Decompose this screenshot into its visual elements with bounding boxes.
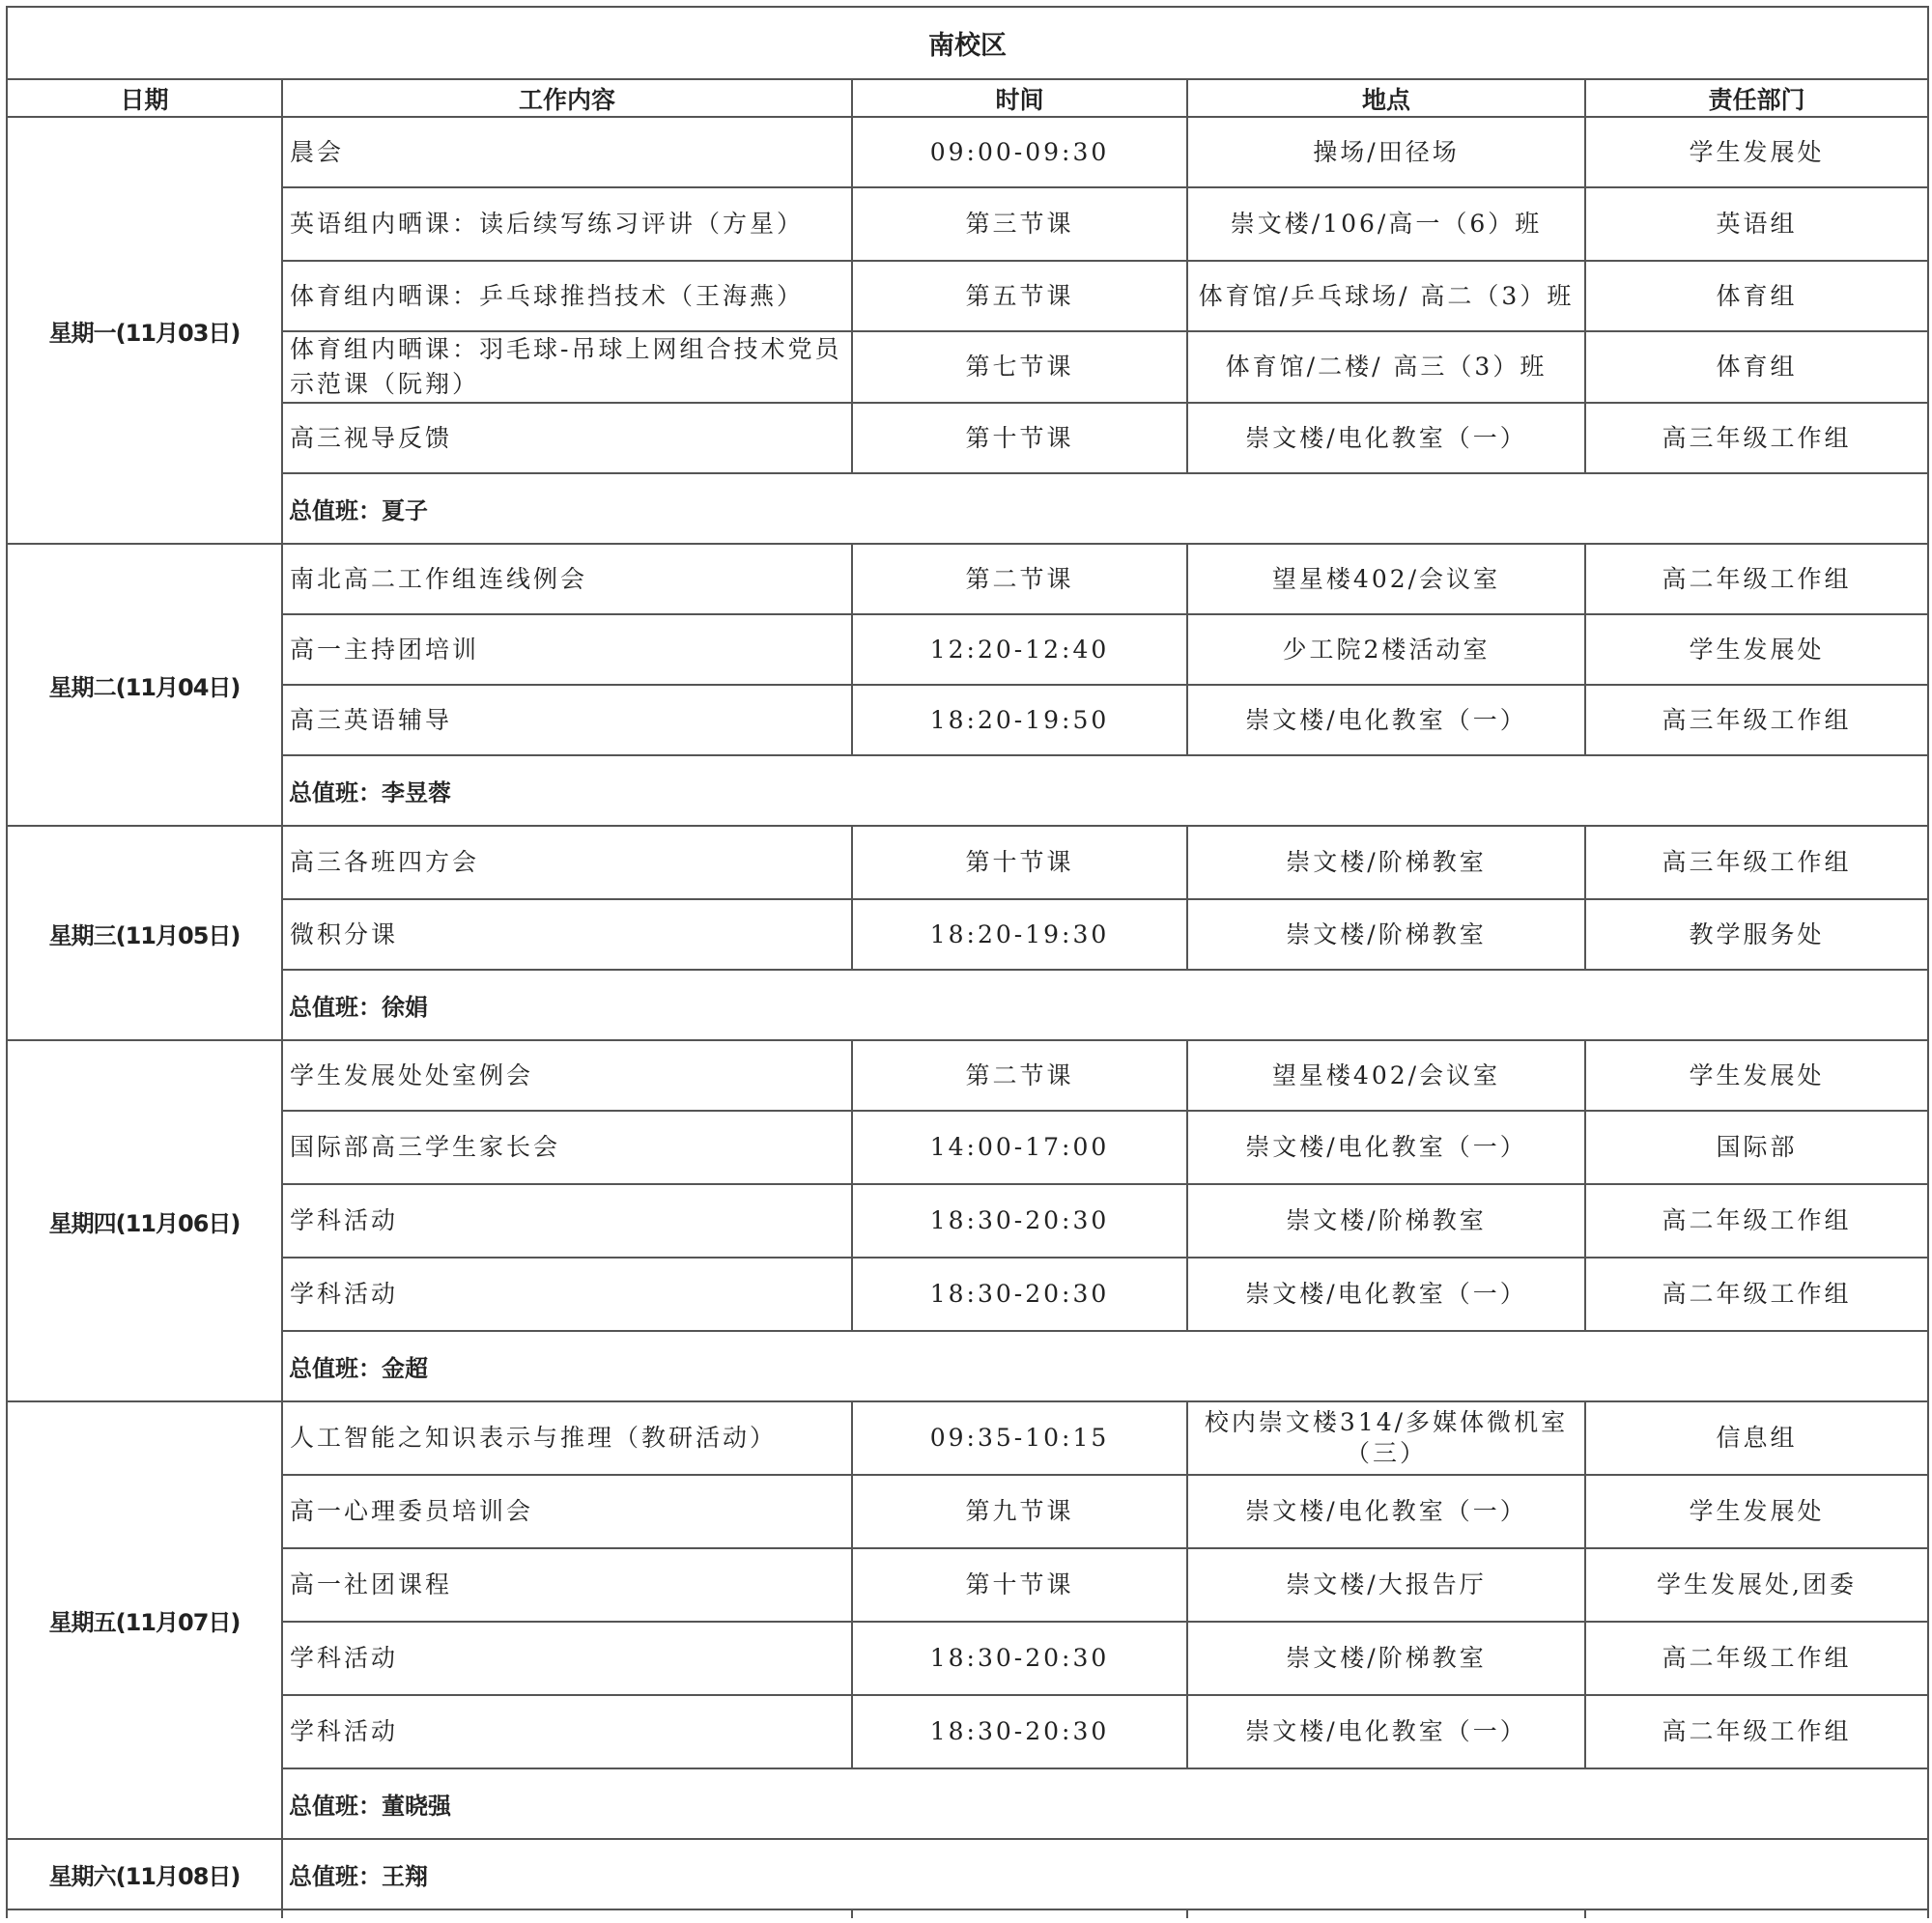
- work-cell: 学科活动: [282, 1695, 852, 1768]
- date-cell-saturday: 星期六(11月08日): [7, 1839, 282, 1909]
- dept-cell: 高三年级工作组: [1585, 826, 1928, 899]
- time-cell: 18:30-20:30: [852, 1622, 1187, 1695]
- place-cell: 望星楼402/会议室: [1187, 1040, 1585, 1111]
- schedule-table: [6, 6, 1929, 1918]
- place-cell: 崇文楼/106/高一（6）班: [1187, 187, 1585, 261]
- time-cell: 第二节课: [852, 544, 1187, 614]
- table-row: [7, 1184, 1928, 1258]
- work-cell: 体育组内晒课：羽毛球-吊球上网组合技术党员示范课（阮翔）: [282, 331, 852, 403]
- time-cell: 第七节课: [852, 331, 1187, 403]
- header-work: 工作内容: [282, 79, 852, 117]
- table-row: [7, 1475, 1928, 1548]
- dept-cell: 教学服务处: [1585, 899, 1928, 970]
- dept-cell: 英语组: [1585, 187, 1928, 261]
- place-cell: 崇文楼/阶梯教室: [1187, 826, 1585, 899]
- time-cell: 12:20-12:40: [852, 614, 1187, 685]
- table-row: [7, 187, 1928, 261]
- place-cell: 崇文楼/阶梯教室: [1187, 1184, 1585, 1258]
- header-date: 日期: [7, 79, 282, 117]
- time-cell: 18:30-20:30: [852, 1258, 1187, 1331]
- table-row: [7, 1695, 1928, 1768]
- place-cell: 崇文楼/电化教室（一）: [1187, 1258, 1585, 1331]
- place-cell: 崇文楼/电化教室（一）: [1187, 1695, 1585, 1768]
- time-cell: 第九节课: [852, 1475, 1187, 1548]
- dept-cell: 学生发展处,团委: [1585, 1548, 1928, 1622]
- duty-officer: 总值班：夏子: [282, 473, 1928, 544]
- dept-cell: 学生发展处: [1585, 614, 1928, 685]
- dept-cell: 信息组: [1585, 1401, 1928, 1475]
- place-cell: 崇文楼/电化教室（一）: [1187, 685, 1585, 755]
- time-cell: 18:20-19:30: [852, 899, 1187, 970]
- dept-cell: 高二年级工作组: [1585, 544, 1928, 614]
- place-cell: 操场/田径场: [1187, 117, 1585, 187]
- table-row: [7, 1839, 1928, 1909]
- header-dept: 责任部门: [1585, 79, 1928, 117]
- date-cell-friday: 星期五(11月07日): [7, 1401, 282, 1839]
- table-row: [7, 117, 1928, 187]
- work-cell: 高一主持团培训: [282, 614, 852, 685]
- table-row: [7, 1622, 1928, 1695]
- date-cell-monday: 星期一(11月03日): [7, 117, 282, 544]
- work-cell: 南北高二工作组连线例会: [282, 544, 852, 614]
- dept-cell: 高三年级工作组: [1585, 403, 1928, 473]
- place-cell: 崇文楼/阶梯教室: [1187, 1622, 1585, 1695]
- duty-row: [7, 755, 1928, 826]
- time-cell: 第二节课: [852, 1040, 1187, 1111]
- place-cell: 望星楼402/会议室: [1187, 544, 1585, 614]
- dept-cell: 高二年级工作组: [1585, 1184, 1928, 1258]
- duty-officer: 总值班：董晓强: [282, 1768, 1928, 1839]
- work-cell: 学科活动: [282, 1184, 852, 1258]
- work-cell: 国际部高三学生家长会: [282, 1111, 852, 1184]
- table-row: [7, 614, 1928, 685]
- dept-cell: 学生发展处: [1585, 1475, 1928, 1548]
- place-cell: 崇文楼/大报告厅: [1187, 1548, 1585, 1622]
- table-row: [7, 261, 1928, 331]
- place-cell: 崇文楼/电化教室（一）: [1187, 1475, 1585, 1548]
- dept-cell: 学生发展处: [1585, 117, 1928, 187]
- work-cell: 英语组内晒课：读后续写练习评讲（方星）: [282, 187, 852, 261]
- time-cell: 18:30-20:30: [852, 1184, 1187, 1258]
- time-cell: 第十节课: [852, 403, 1187, 473]
- date-cell-wednesday: 星期三(11月05日): [7, 826, 282, 1040]
- table-row: [7, 1548, 1928, 1622]
- duty-officer: 总值班：李昱蓉: [282, 755, 1928, 826]
- dept-cell: 体育组: [1585, 331, 1928, 403]
- work-cell: 体育组内晒课：乒乓球推挡技术（王海燕）: [282, 261, 852, 331]
- dept-cell: 国际部: [1585, 1111, 1928, 1184]
- work-cell: 高三各班四方会: [282, 826, 852, 899]
- table-row: [7, 331, 1928, 403]
- time-cell: 18:20-19:50: [852, 685, 1187, 755]
- duty-officer: 总值班：金超: [282, 1331, 1928, 1401]
- time-cell: 09:35-10:15: [852, 1401, 1187, 1475]
- table-row: [7, 403, 1928, 473]
- place-cell: 少工院2楼活动室: [1187, 614, 1585, 685]
- duty-officer: 总值班：徐娟: [282, 970, 1928, 1040]
- time-cell: 14:00-17:00: [852, 1111, 1187, 1184]
- duty-officer: 总值班：王翔: [282, 1839, 1928, 1909]
- dept-cell: 体育组: [1585, 261, 1928, 331]
- duty-row: [7, 1331, 1928, 1401]
- work-cell: 人工智能之知识表示与推理（教研活动）: [282, 1401, 852, 1475]
- duty-row: [7, 473, 1928, 544]
- work-cell: 高三视导反馈: [282, 403, 852, 473]
- work-cell: 晨会: [282, 117, 852, 187]
- date-cell-tuesday: 星期二(11月04日): [7, 544, 282, 826]
- dept-cell: 高二年级工作组: [1585, 1258, 1928, 1331]
- table-row: [7, 1401, 1928, 1475]
- dept-cell: 学生发展处: [1585, 1040, 1928, 1111]
- work-cell: 高一心理委员培训会: [282, 1475, 852, 1548]
- table-row: [7, 685, 1928, 755]
- work-cell: 学科活动: [282, 1622, 852, 1695]
- place-cell: 崇文楼/电化教室（一）: [1187, 1111, 1585, 1184]
- place-cell: 崇文楼/电化教室（一）: [1187, 403, 1585, 473]
- cut-off-row: [7, 1909, 1928, 1918]
- work-cell: 学生发展处处室例会: [282, 1040, 852, 1111]
- work-cell: 高三英语辅导: [282, 685, 852, 755]
- duty-row: [7, 1768, 1928, 1839]
- place-cell: 崇文楼/阶梯教室: [1187, 899, 1585, 970]
- work-cell: 学科活动: [282, 1258, 852, 1331]
- dept-cell: 高二年级工作组: [1585, 1695, 1928, 1768]
- table-row: [7, 544, 1928, 614]
- time-cell: 第五节课: [852, 261, 1187, 331]
- table-row: [7, 899, 1928, 970]
- table-row: [7, 1040, 1928, 1111]
- header-time: 时间: [852, 79, 1187, 117]
- dept-cell: 高三年级工作组: [1585, 685, 1928, 755]
- time-cell: 第三节课: [852, 187, 1187, 261]
- header-place: 地点: [1187, 79, 1585, 117]
- time-cell: 第十节课: [852, 1548, 1187, 1622]
- time-cell: 18:30-20:30: [852, 1695, 1187, 1768]
- place-cell: 校内崇文楼314/多媒体微机室（三）: [1187, 1401, 1585, 1475]
- date-cell-thursday: 星期四(11月06日): [7, 1040, 282, 1401]
- campus-title: 南校区: [7, 7, 1928, 79]
- time-cell: 09:00-09:30: [852, 117, 1187, 187]
- place-cell: 体育馆/乒乓球场/ 高二（3）班: [1187, 261, 1585, 331]
- work-cell: 微积分课: [282, 899, 852, 970]
- dept-cell: 高二年级工作组: [1585, 1622, 1928, 1695]
- duty-row: [7, 970, 1928, 1040]
- table-row: [7, 1111, 1928, 1184]
- place-cell: 体育馆/二楼/ 高三（3）班: [1187, 331, 1585, 403]
- time-cell: 第十节课: [852, 826, 1187, 899]
- work-cell: 高一社团课程: [282, 1548, 852, 1622]
- table-row: [7, 826, 1928, 899]
- header-row: [7, 79, 1928, 117]
- table-row: [7, 1258, 1928, 1331]
